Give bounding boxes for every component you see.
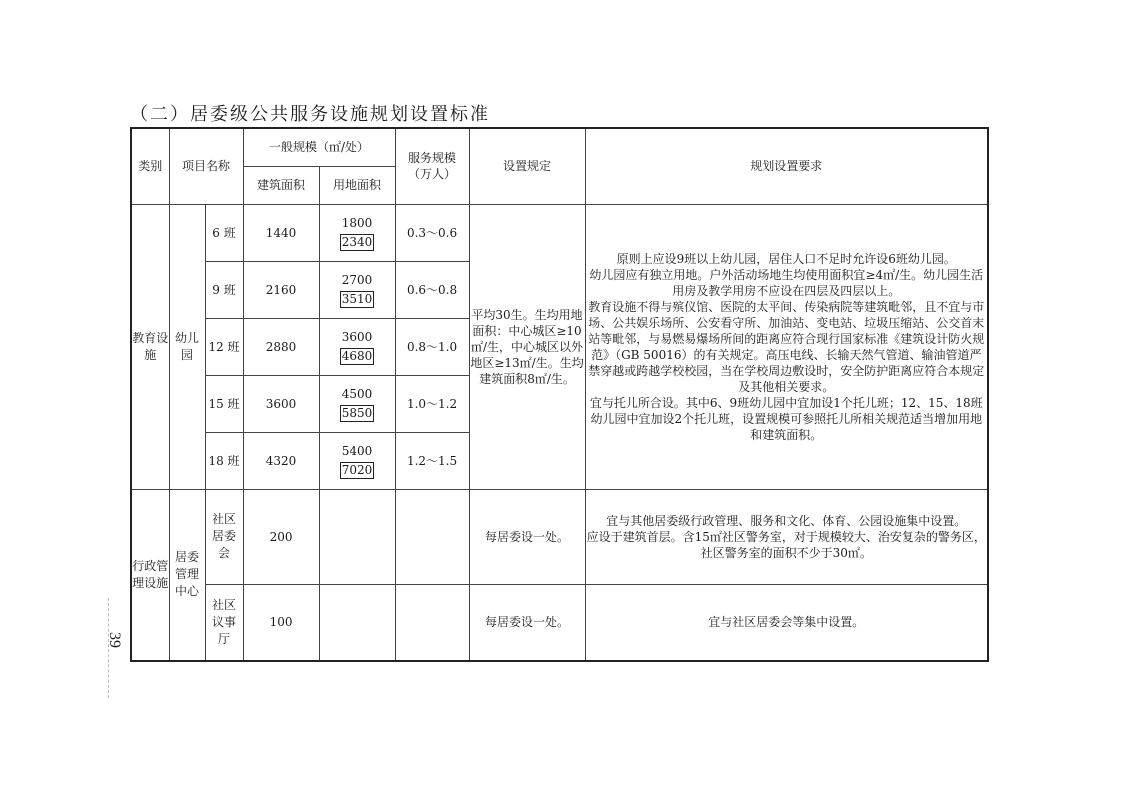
building-area: 2880 <box>243 318 319 375</box>
land-area-boxed: 2340 <box>341 234 373 249</box>
class-size: 9 班 <box>205 261 243 318</box>
land-area: 4500 5850 <box>319 375 395 432</box>
service-scale <box>395 584 469 661</box>
sub-item: 社区议事厅 <box>205 584 243 661</box>
building-area: 3600 <box>243 375 319 432</box>
service-scale: 1.2～1.5 <box>395 432 469 489</box>
table-row <box>131 584 988 661</box>
building-area: 200 <box>243 489 319 584</box>
building-area: 2160 <box>243 261 319 318</box>
requirement-paragraph: 宜与其他居委级行政管理、服务和文化、体育、公园设施集中设置。 <box>606 513 967 528</box>
requirement-paragraph: 教育设施不得与殡仪馆、医院的太平间、传染病院等建筑毗邻，且不宜与市场、公共娱乐场所、公安看守所、加油站、变电站、垃圾压缩站、公交首末站等毗邻，与易燃易爆场所间的距离应符合现行国家标准《建筑设计防火规范》（GB 50016）的有关规定。高压电线、长输天然气管道、输油管道严禁穿越或跨越学校校园，当在学校周边敷设时，安全防护距离应符合本规定及其他相关要求。 <box>588 299 985 394</box>
sub-item: 社区居委会 <box>205 489 243 584</box>
land-area: 2700 3510 <box>319 261 395 318</box>
admin-requirements <box>585 489 988 584</box>
facility-standards-table <box>130 127 989 662</box>
building-area: 1440 <box>243 204 319 261</box>
section-title: （二）居委级公共服务设施规划设置标准 <box>130 104 490 125</box>
service-scale: 1.0～1.2 <box>395 375 469 432</box>
class-size: 6 班 <box>205 204 243 261</box>
class-size: 12 班 <box>205 318 243 375</box>
land-area: 3600 4680 <box>319 318 395 375</box>
building-area: 4320 <box>243 432 319 489</box>
page-number: 39 <box>106 632 123 648</box>
table-row <box>131 489 988 584</box>
kindergarten-requirements <box>585 204 988 489</box>
requirement-paragraph: 幼儿园应有独立用地。户外活动场地生均使用面积宜≥4㎡/生。幼儿园生活用房及教学用房不应设在四层及四层以上。 <box>589 267 984 298</box>
land-area: 1800 2340 <box>319 204 395 261</box>
requirement-paragraph: 宜与社区居委会等集中设置。 <box>708 615 865 630</box>
land-area <box>319 584 395 661</box>
requirement-paragraph: 原则上应设9班以上幼儿园，居住人口不足时允许设6班幼儿园。 <box>616 251 956 266</box>
category-education: 教育设施 <box>131 204 169 489</box>
item-admin-center: 居委管理中心 <box>169 489 205 661</box>
header-building-area: 建筑面积 <box>243 166 319 204</box>
land-area-boxed: 4680 <box>341 348 373 363</box>
class-size: 15 班 <box>205 375 243 432</box>
setting-rule: 每居委设一处。 <box>469 489 585 584</box>
header-land-area: 用地面积 <box>319 166 395 204</box>
land-area-boxed: 3510 <box>341 291 373 306</box>
class-size: 18 班 <box>205 432 243 489</box>
land-area: 5400 7020 <box>319 432 395 489</box>
requirement-paragraph: 宜与托儿所合设。其中6、9班幼儿园中宜加设1个托儿班；12、15、18班幼儿园中宜加设2个托儿班，设置规模可参照托儿所相关规范适当增加用地和建筑面积。 <box>589 395 983 442</box>
requirement-paragraph: 应设于建筑首层。含15㎡社区警务室，对于规模较大、治安复杂的警务区，社区警务室的面积不少于30㎡。 <box>586 529 986 560</box>
service-scale: 0.3～0.6 <box>395 204 469 261</box>
setting-rule: 每居委设一处。 <box>469 584 585 661</box>
service-scale: 0.6～0.8 <box>395 261 469 318</box>
item-kindergarten: 幼儿园 <box>169 204 205 489</box>
service-scale: 0.8～1.0 <box>395 318 469 375</box>
admin-requirements <box>585 584 988 661</box>
category-admin: 行政管理设施 <box>131 489 169 661</box>
land-area-boxed: 7020 <box>341 462 373 477</box>
header-row <box>131 128 988 166</box>
land-area-boxed: 5850 <box>341 405 373 420</box>
header-category: 类别 <box>131 128 169 204</box>
service-scale <box>395 489 469 584</box>
header-planning-requirements: 规划设置要求 <box>585 128 988 204</box>
header-setting-rule: 设置规定 <box>469 128 585 204</box>
header-service-scale: 服务规模（万人） <box>395 128 469 204</box>
header-general-scale: 一般规模（㎡/处） <box>243 128 395 166</box>
table-row <box>131 204 988 261</box>
header-item-name: 项目名称 <box>169 128 243 204</box>
land-area <box>319 489 395 584</box>
kindergarten-setting-rule: 平均30生。生均用地面积：中心城区≥10㎡/生，中心城区以外地区≥13㎡/生。生均建筑面积8㎡/生。 <box>469 204 585 489</box>
building-area: 100 <box>243 584 319 661</box>
